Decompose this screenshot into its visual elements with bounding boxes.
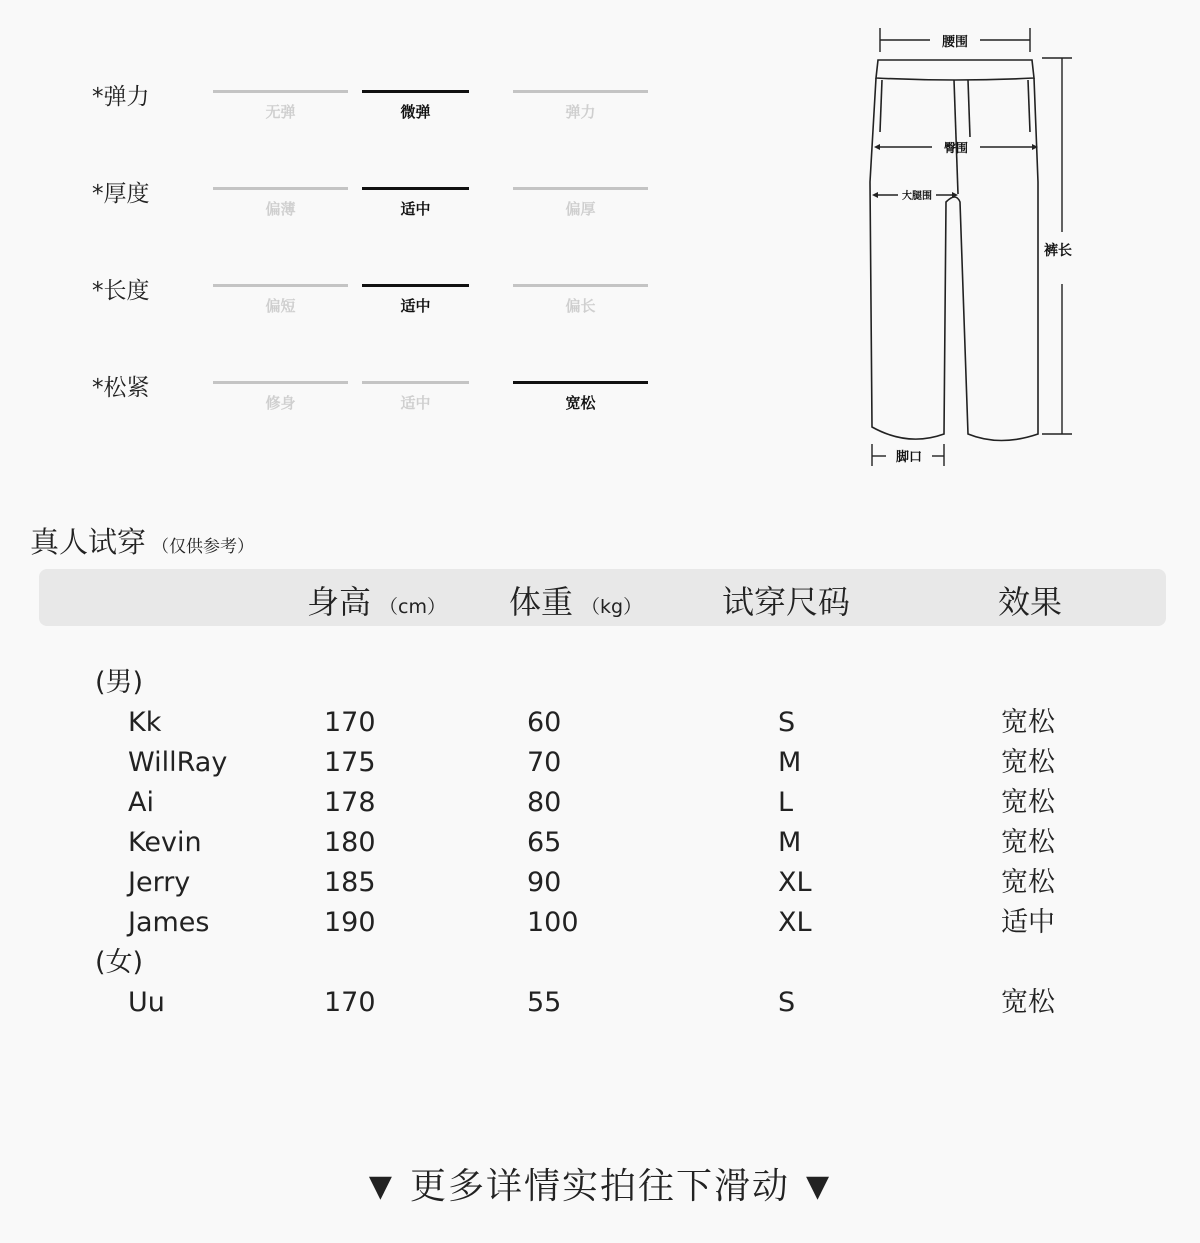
option-label: 偏厚 — [565, 200, 596, 218]
cell-effect: 宽松 — [1001, 827, 1055, 858]
group-label: (男) — [95, 667, 144, 698]
header-weight-unit: （kg） — [581, 596, 643, 618]
cell-size: M — [778, 747, 802, 778]
option-label: 无弹 — [265, 103, 296, 121]
attribute-option — [213, 284, 348, 316]
option-label: 微弹 — [400, 103, 431, 121]
option-indicator-bar — [362, 381, 469, 384]
attribute-option — [213, 90, 348, 122]
cell-height: 190 — [324, 907, 376, 938]
attribute-label: *厚度 — [92, 181, 150, 207]
cell-height: 180 — [324, 827, 376, 858]
cell-size: XL — [778, 907, 812, 938]
attribute-label: *弹力 — [92, 84, 150, 110]
option-indicator-bar — [513, 187, 648, 190]
option-indicator-bar — [213, 284, 348, 287]
pants-diagram — [860, 22, 1090, 472]
option-label: 偏长 — [565, 297, 596, 315]
cell-name: Jerry — [128, 867, 191, 898]
cell-effect: 宽松 — [1001, 707, 1055, 738]
cell-weight: 80 — [527, 787, 562, 818]
option-indicator-bar — [362, 187, 469, 190]
attribute-label: *长度 — [92, 278, 150, 304]
cell-weight: 90 — [527, 867, 562, 898]
attribute-option — [513, 187, 648, 219]
cell-height: 170 — [324, 987, 376, 1018]
option-label: 偏薄 — [265, 200, 296, 218]
option-label: 修身 — [265, 394, 296, 412]
cell-name: Kevin — [128, 827, 202, 858]
header-weight-label: 体重 — [509, 583, 574, 621]
attribute-option — [362, 187, 469, 219]
cell-height: 178 — [324, 787, 376, 818]
option-indicator-bar — [362, 284, 469, 287]
option-indicator-bar — [213, 381, 348, 384]
cell-effect: 宽松 — [1001, 787, 1055, 818]
fitting-section-title — [30, 520, 254, 561]
fitting-table-header — [39, 569, 1166, 626]
header-effect: 效果 — [998, 583, 1063, 621]
option-indicator-bar — [362, 90, 469, 93]
hip-label: 臀围 — [943, 141, 969, 155]
cell-height: 170 — [324, 707, 376, 738]
cell-weight: 55 — [527, 987, 562, 1018]
cell-effect: 宽松 — [1001, 987, 1055, 1018]
cell-weight: 65 — [527, 827, 562, 858]
option-indicator-bar — [213, 187, 348, 190]
attribute-option — [513, 90, 648, 122]
header-height-label: 身高 — [307, 583, 372, 621]
option-indicator-bar — [513, 381, 648, 384]
cell-effect: 适中 — [1001, 907, 1055, 938]
cell-name: Uu — [128, 987, 165, 1018]
attribute-label: *松紧 — [92, 375, 150, 401]
cell-size: XL — [778, 867, 812, 898]
cell-name: Kk — [128, 707, 162, 738]
cell-name: James — [128, 907, 210, 938]
hem-label: 脚口 — [895, 450, 923, 465]
option-indicator-bar — [513, 284, 648, 287]
option-label: 适中 — [400, 200, 431, 218]
cell-weight: 70 — [527, 747, 562, 778]
attribute-option — [213, 381, 348, 413]
fitting-subtitle: （仅供参考） — [152, 537, 255, 557]
option-label: 弹力 — [565, 103, 596, 121]
thigh-label: 大腿围 — [902, 191, 932, 202]
cell-name: WillRay — [128, 747, 228, 778]
header-height-unit: （cm） — [379, 596, 446, 618]
cell-size: S — [778, 707, 796, 738]
option-label: 适中 — [400, 297, 431, 315]
cell-weight: 100 — [527, 907, 579, 938]
option-indicator-bar — [513, 90, 648, 93]
length-label: 裤长 — [1044, 243, 1072, 259]
header-size: 试穿尺码 — [722, 583, 851, 621]
header-weight — [509, 577, 642, 623]
cell-name: Ai — [128, 787, 154, 818]
cell-effect: 宽松 — [1001, 747, 1055, 778]
cell-weight: 60 — [527, 707, 562, 738]
chevron-down-icon: ▼ — [806, 1169, 832, 1204]
option-indicator-bar — [213, 90, 348, 93]
attribute-option — [362, 381, 469, 413]
cell-size: M — [778, 827, 802, 858]
option-label: 适中 — [400, 394, 431, 412]
cell-size: S — [778, 987, 796, 1018]
group-label: (女) — [95, 947, 144, 978]
cell-size: L — [778, 787, 794, 818]
cell-height: 175 — [324, 747, 376, 778]
option-label: 宽松 — [565, 394, 596, 412]
scroll-hint — [0, 1158, 1200, 1209]
cell-height: 185 — [324, 867, 376, 898]
scroll-hint-text: 更多详情实拍往下滑动 — [409, 1166, 790, 1207]
attribute-option — [513, 284, 648, 316]
attribute-option — [513, 381, 648, 413]
chevron-down-icon: ▼ — [368, 1169, 394, 1204]
cell-effect: 宽松 — [1001, 867, 1055, 898]
waist-label: 腰围 — [941, 35, 969, 50]
attribute-option — [213, 187, 348, 219]
fitting-title: 真人试穿 — [30, 525, 147, 559]
attribute-option — [362, 90, 469, 122]
option-label: 偏短 — [265, 297, 296, 315]
header-height — [307, 577, 446, 623]
attribute-option — [362, 284, 469, 316]
